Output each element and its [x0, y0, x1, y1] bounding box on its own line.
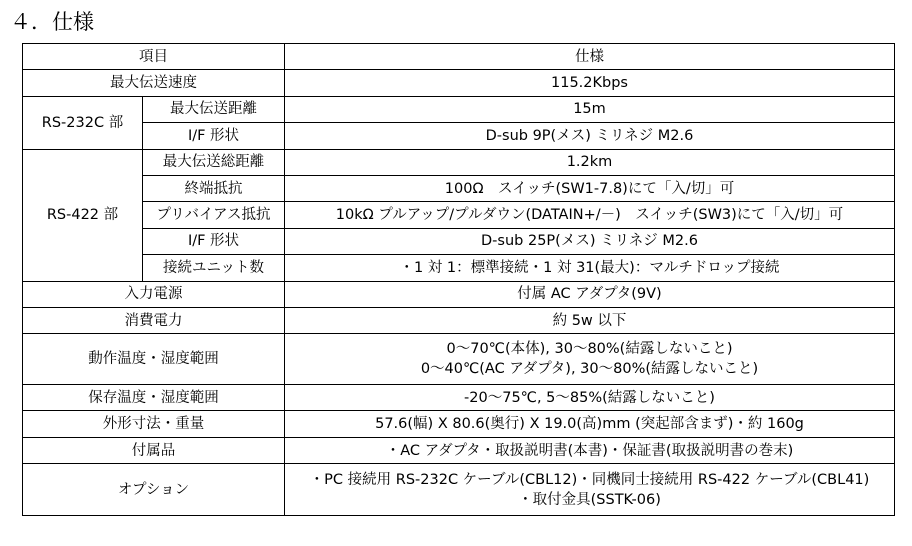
table-row — [23, 96, 895, 122]
table-row — [23, 123, 895, 149]
row-value: 100Ω スイッチ(SW1-7.8)にて「入/切」可 — [285, 175, 895, 201]
row-value: D-sub 25P(メス) ミリネジ M2.6 — [285, 228, 895, 254]
row-value: -20～75℃, 5～85%(結露しないこと) — [285, 385, 895, 411]
table-row — [23, 149, 895, 175]
row-value — [285, 334, 895, 385]
row-value: 15m — [285, 96, 895, 122]
table-row — [23, 202, 895, 228]
table-row — [23, 385, 895, 411]
table-row — [23, 281, 895, 307]
row-value: ・AC アダプタ・取扱説明書(本書)・保証書(取扱説明書の巻末) — [285, 437, 895, 463]
row-label: 保存温度・湿度範囲 — [23, 385, 285, 411]
table-row — [23, 175, 895, 201]
row-label: オプション — [23, 464, 285, 516]
header-item: 項目 — [23, 44, 285, 70]
table-row — [23, 228, 895, 254]
row-value-line: 0～40℃(AC アダプタ), 30～80%(結露しないこと) — [420, 361, 759, 378]
row-value: 1.2km — [285, 149, 895, 175]
table-row — [23, 437, 895, 463]
table-row — [23, 70, 895, 96]
row-label: 消費電力 — [23, 307, 285, 333]
row-label: 最大伝送距離 — [143, 96, 285, 122]
row-label: 最大伝送総距離 — [143, 149, 285, 175]
group-label: RS-232C 部 — [23, 96, 143, 149]
table-header-row — [23, 44, 895, 70]
row-value: 57.6(幅) X 80.6(奥行) X 19.0(高)mm (突起部含まず)・約 160g — [285, 411, 895, 437]
row-label: 動作温度・湿度範囲 — [23, 334, 285, 385]
row-value: 115.2Kbps — [285, 70, 895, 96]
table-row — [23, 464, 895, 516]
row-value: ・1 対 1：標準接続・1 対 31(最大)：マルチドロップ接続 — [285, 255, 895, 281]
row-value: 10kΩ プルアップ/プルダウン(DATAIN+/－) スイッチ(SW3)にて「入/切」可 — [285, 202, 895, 228]
table-row — [23, 255, 895, 281]
group-label: RS-422 部 — [23, 149, 143, 281]
row-label: 入力電源 — [23, 281, 285, 307]
row-value — [285, 464, 895, 516]
row-value: 約 5w 以下 — [285, 307, 895, 333]
row-label: I/F 形状 — [143, 123, 285, 149]
row-label: 終端抵抗 — [143, 175, 285, 201]
row-value: 付属 AC アダプタ(9V) — [285, 281, 895, 307]
table-row — [23, 307, 895, 333]
row-label: I/F 形状 — [143, 228, 285, 254]
table-row — [23, 334, 895, 385]
table-row — [23, 411, 895, 437]
row-label: プリバイアス抵抗 — [143, 202, 285, 228]
row-value: D-sub 9P(メス) ミリネジ M2.6 — [285, 123, 895, 149]
header-spec: 仕様 — [285, 44, 895, 70]
row-label: 外形寸法・重量 — [23, 411, 285, 437]
spec-table — [22, 43, 895, 516]
row-label: 最大伝送速度 — [23, 70, 285, 96]
row-value-line: ・取付金具(SSTK-06) — [518, 491, 661, 508]
row-value-line: ・PC 接続用 RS-232C ケーブル(CBL12)・同機同士接続用 RS-422 ケーブル(CBL41) — [309, 471, 870, 488]
row-value-line: 0～70℃(本体), 30～80%(結露しないこと) — [446, 341, 733, 358]
section-heading: ４．仕様 — [10, 10, 94, 34]
row-label: 付属品 — [23, 437, 285, 463]
row-label: 接続ユニット数 — [143, 255, 285, 281]
